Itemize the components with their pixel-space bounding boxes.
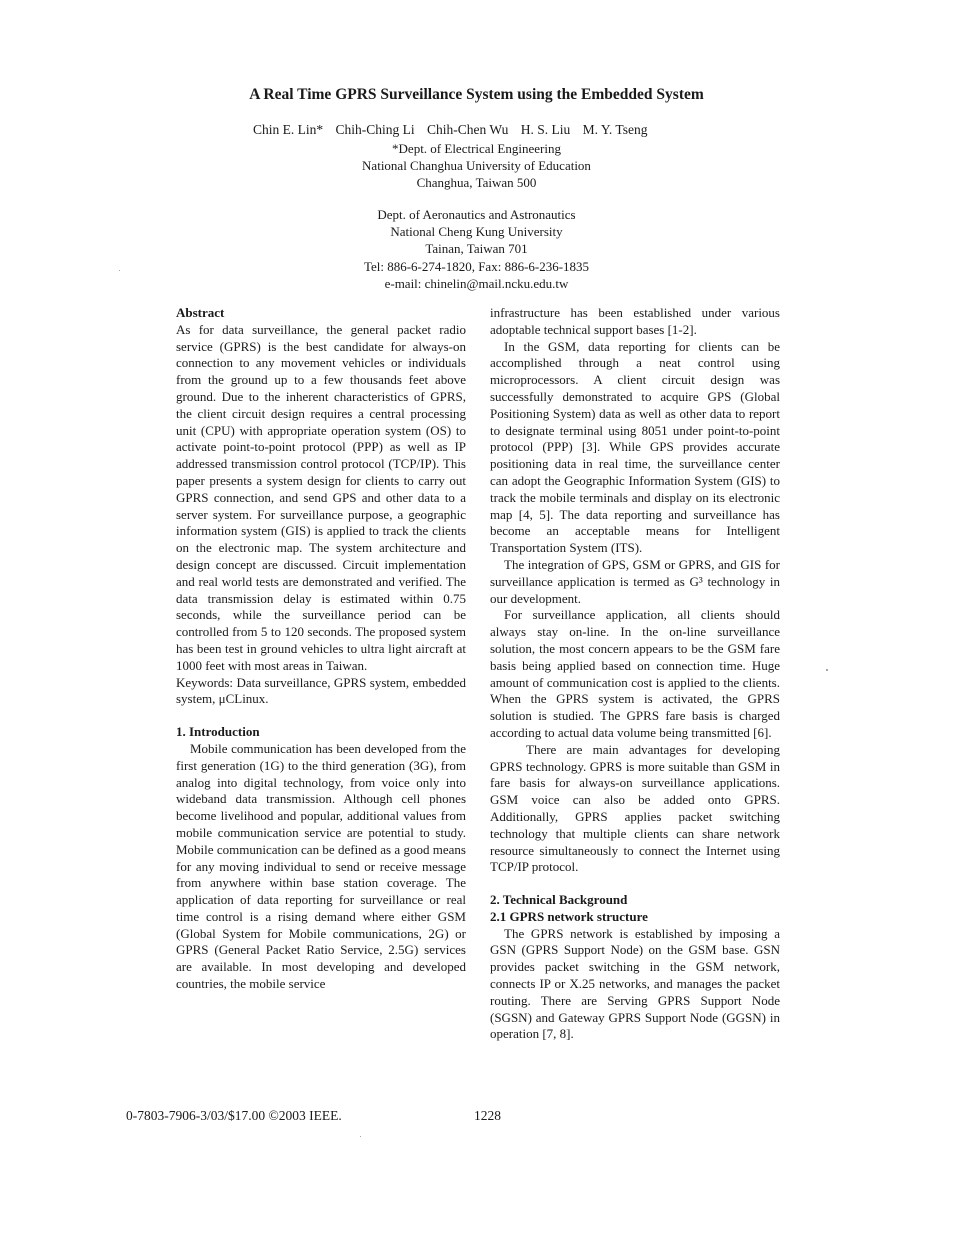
paragraph: infrastructure has been established under various adoptable technical support bases [1-2]. <box>490 305 780 337</box>
affiliation-secondary <box>0 206 953 292</box>
page-number: 1228 <box>474 1108 501 1123</box>
paragraph: The integration of GPS, GSM or GPRS, and GIS for surveillance application is termed as G³ technology in our development. <box>490 556 780 606</box>
contact-line: Tel: 886-6-274-1820, Fax: 886-6-236-1835 <box>363 258 590 274</box>
right-column <box>490 305 780 1043</box>
keywords: Keywords: Data surveillance, GPRS system, embedded system, μCLinux. <box>176 674 466 707</box>
author-list <box>253 122 753 138</box>
abstract-text: As for data surveillance, the general packet radio service (GPRS) is the best candidate for always-on connection to any movement vehicles or individuals from the ground up to a few thousands feet above ground. Due to the inherent characteristics of GPRS, the client circuit design requires a central processing unit (CPU) with appropriate operation system (OS) to activate point-to-point protocol (PPP) as well as IP addressed transmission control protocol (TCP/IP). This paper presents a system design for clients to carry out GPRS connection, and send GPS and other data to a server system. For surveillance purpose, a geographic information system (GIS) is applied to track the clients on the electronic map. The system architecture and design concept are discussed. Circuit implementation and real world tests are demonstrated and verified. The data transmission delay is estimated within 0.75 seconds, while the surveillance period can be controlled from 5 to 120 seconds. The proposed system has been test in ground vehicles to ultra light aircraft at 1000 feet with most areas in Taiwan. <box>176 321 466 673</box>
subsection-heading: 2.1 GPRS network structure <box>490 908 648 924</box>
paragraph: There are main advantages for developing GPRS technology. GPRS is more suitable than GSM in fare basis for always-on surveillance applications. GSM voice can also be added onto GPRS. Additionally, GPRS applies packet switching technology that multiple clients can share network resource simultaneously to connect the Internet using TCP/IP protocol. <box>490 741 780 875</box>
affiliation-line: National Changhua University of Education <box>362 158 591 174</box>
section-heading: 2. Technical Background <box>490 892 628 908</box>
email-line: e-mail: chinelin@mail.ncku.edu.tw <box>384 275 569 291</box>
paragraph: The GPRS network is established by imposing a GSN (GPRS Support Node) on the GSM base. GSN provides packet switching in the GSM network, connects IP or X.25 networks, and manages the packet routing. There are Serving GPRS Support Node (SGSN) and Gateway GPRS Support Node (GGSN) in operation [7, 8]. <box>490 925 780 1042</box>
author-name: M. Y. Tseng <box>582 122 648 137</box>
paragraph: For surveillance application, all clients should always stay on-line. In the on-line surveillance solution, the most concern appears to be the GSM fare basis being applied based on connection time. Huge amount of communication cost is applied to the clients. When the GPRS system is activated, the GPRS solution is studied. The GPRS fare basis is charged according to actual data volume being transmitted [6]. <box>490 607 780 740</box>
author-name: Chih-Ching Li <box>335 122 415 137</box>
affiliation-primary <box>0 140 953 192</box>
scan-speck <box>360 1136 361 1137</box>
paragraph: Mobile communication has been developed from the first generation (1G) to the third generation (3G), from analog into digital technology, from voice only into wideband data transmission. Although cell phones become livelihood and popular, additional values from mobile communication service are potential to study. Mobile communication can be defined as a good means for any moving individual to send or receive message from anywhere within base station coverage. The application of data reporting for surveillance or real time control is a rising demand where either GSM (Global System for Mobile communications, 2G) or GPRS (General Packet Ratio Service, 2.5G) services are available. In most developing and developed countries, the mobile service <box>176 740 466 992</box>
abstract-heading: Abstract <box>176 305 225 320</box>
author-name: Chin E. Lin* <box>253 122 324 137</box>
affiliation-line: Tainan, Taiwan 701 <box>425 241 528 257</box>
author-name: H. S. Liu <box>520 122 571 137</box>
affiliation-line: *Dept. of Electrical Engineering <box>392 141 561 156</box>
affiliation-line: Changhua, Taiwan 500 <box>416 175 537 191</box>
copyright-notice: 0-7803-7906-3/03/$17.00 ©2003 IEEE. <box>126 1108 342 1123</box>
paragraph: In the GSM, data reporting for clients can be accomplished through a neat control using microprocessors. A client circuit design was successfully demonstrated to acquire GPS (Global Positioning System) data as well as other data to report to designate terminal using 8051 under point-to-point protocol (PPP) [3]. While GPS provides accurate positioning data in real time, the surveillance center can adopt the Geographic Information System (GIS) to track the mobile terminals and display on its electronic map [4, 5]. The data reporting and surveillance has become an acceptable means for Intelligent Transportation System (ITS). <box>490 338 780 556</box>
author-name: Chih-Chen Wu <box>427 122 509 137</box>
scan-speck <box>826 669 828 671</box>
left-column <box>176 305 466 993</box>
scan-speck <box>119 270 120 271</box>
section-heading: 1. Introduction <box>176 724 260 740</box>
affiliation-line: National Cheng Kung University <box>390 224 563 240</box>
affiliation-line: Dept. of Aeronautics and Astronautics <box>377 207 576 222</box>
paper-title: A Real Time GPRS Surveillance System using the Embedded System <box>249 86 704 103</box>
